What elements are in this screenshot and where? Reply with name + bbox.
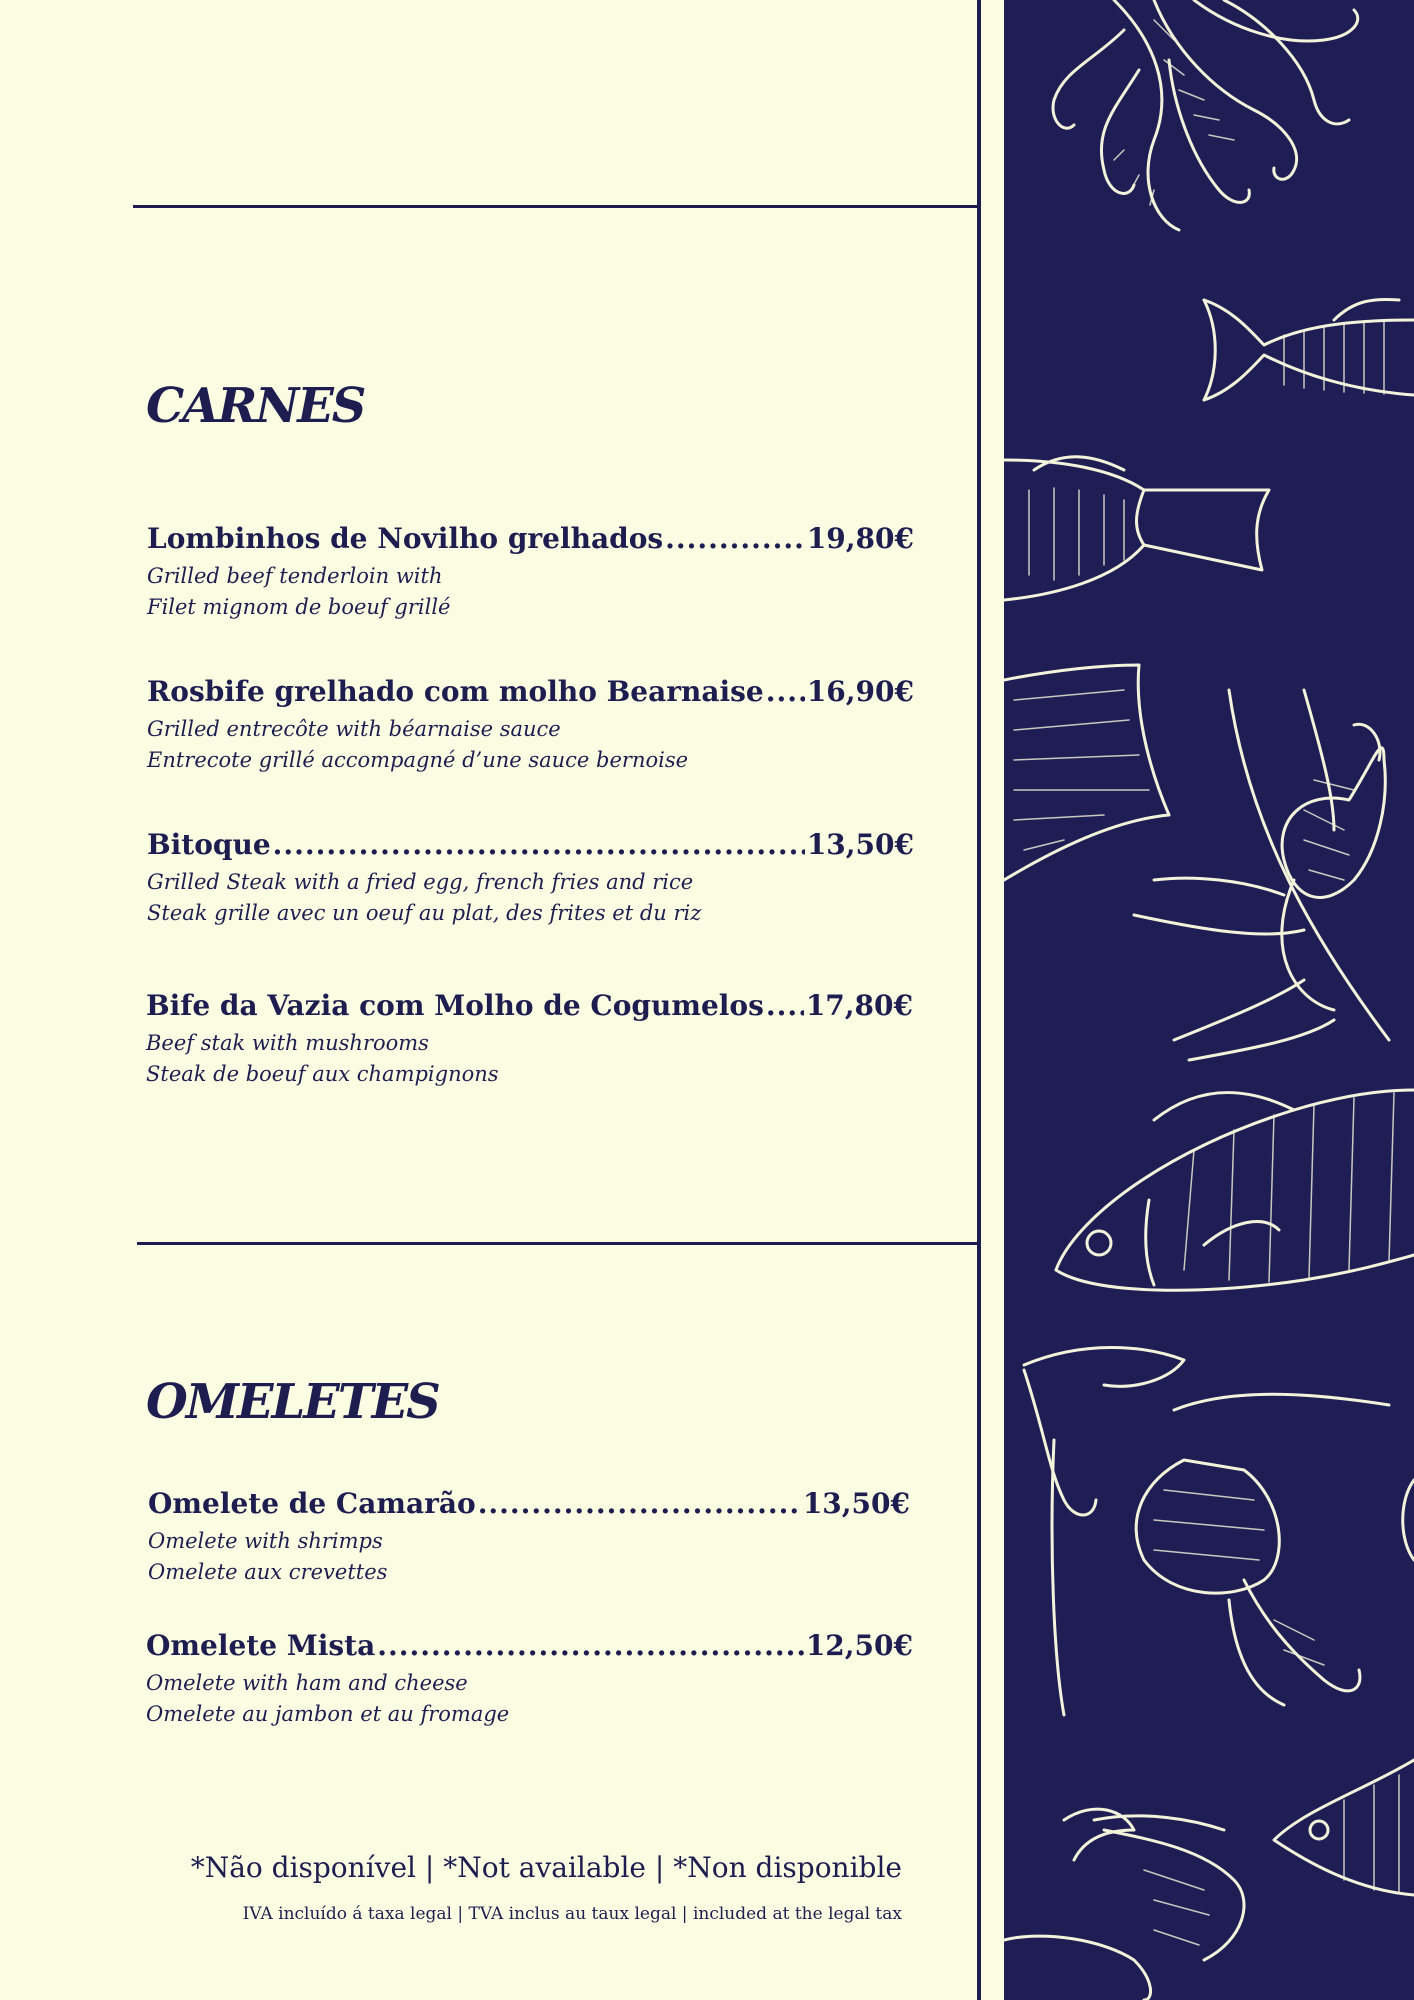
item-price: 16,90€ <box>806 675 914 708</box>
item-description-en: Grilled Steak with a fried egg, french fries and rice <box>147 870 694 894</box>
item-name: Bife da Vazia com Molho de Cogumelos <box>146 989 764 1022</box>
item-description-en: Grilled beef tenderloin with <box>147 564 443 588</box>
item-description-fr: Entrecote grillé accompagné d’une sauce bernoise <box>147 748 689 772</box>
menu-item <box>147 522 914 623</box>
top-divider <box>133 205 977 208</box>
tax-note: IVA incluído á taxa legal | TVA inclus au taux legal | included at the legal tax <box>242 1904 902 1924</box>
crayfish-icon <box>1024 1348 1389 1716</box>
item-description-fr: Omelete au jambon et au fromage <box>146 1702 510 1726</box>
middle-divider <box>137 1242 980 1245</box>
dot-leader <box>766 675 805 708</box>
squid-icon <box>1004 665 1169 880</box>
item-description-fr: Filet mignom de boeuf grillé <box>147 595 451 619</box>
item-price: 13,50€ <box>802 1487 910 1520</box>
fish-icon <box>1274 1760 1414 1895</box>
dot-leader <box>273 828 805 861</box>
dot-leader <box>478 1487 801 1520</box>
illustration-panel <box>1004 0 1414 2000</box>
dot-leader <box>377 1629 804 1662</box>
lobster-icon <box>1004 1809 1244 2000</box>
item-name: Omelete Mista <box>146 1629 376 1662</box>
dot-leader <box>766 989 804 1022</box>
fish-icon <box>1056 1090 1414 1290</box>
item-description-fr: Steak de boeuf aux champignons <box>146 1062 499 1086</box>
section-title-omeletes: OMELETES <box>146 1374 439 1430</box>
dot-leader <box>665 522 805 555</box>
item-description-en: Beef stak with mushrooms <box>146 1031 429 1055</box>
item-price: 12,50€ <box>805 1629 913 1662</box>
menu-item <box>146 989 913 1090</box>
menu-item <box>147 675 914 776</box>
item-name: Lombinhos de Novilho grelhados <box>147 522 664 555</box>
item-name: Bitoque <box>147 828 271 861</box>
menu-item <box>148 1487 910 1588</box>
menu-item <box>146 1629 913 1730</box>
vertical-divider <box>977 0 981 2000</box>
fish-icon <box>1004 457 1269 600</box>
item-name: Omelete de Camarão <box>148 1487 476 1520</box>
sea-creatures-illustration <box>1004 0 1414 2000</box>
item-price: 17,80€ <box>805 989 913 1022</box>
availability-note: *Não disponível | *Not available | *Non disponible <box>190 1851 902 1884</box>
octopus-icon <box>1053 0 1358 230</box>
item-description-en: Omelete with shrimps <box>148 1529 383 1553</box>
fish-icon <box>1204 299 1414 400</box>
item-description-fr: Omelete aux crevettes <box>148 1560 388 1584</box>
item-price: 13,50€ <box>806 828 914 861</box>
lobster-icon <box>1134 690 1389 1060</box>
item-name: Rosbife grelhado com molho Bearnaise <box>147 675 764 708</box>
menu-item <box>147 828 914 929</box>
fish-icon <box>1403 1480 1414 1560</box>
item-description-fr: Steak grille avec un oeuf au plat, des frites et du riz <box>147 901 702 925</box>
item-description-en: Omelete with ham and cheese <box>146 1671 468 1695</box>
item-description-en: Grilled entrecôte with béarnaise sauce <box>147 717 561 741</box>
section-title-carnes: CARNES <box>146 378 365 434</box>
item-price: 19,80€ <box>806 522 914 555</box>
